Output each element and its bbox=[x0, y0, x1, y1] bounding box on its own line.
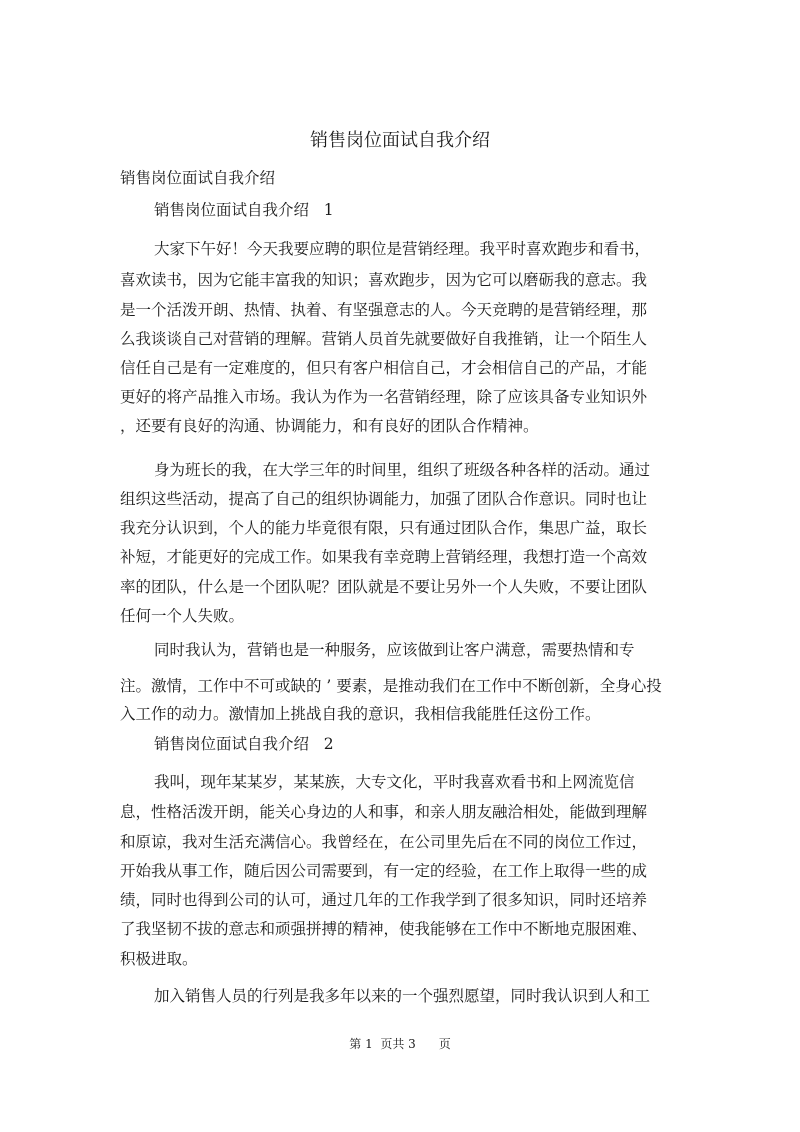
section-heading-2: 销售岗位面试自我介绍 2 bbox=[154, 735, 334, 753]
paragraph-line: 加入销售人员的行列是我多年以来的一个强烈愿望，同时我认识到人和工 bbox=[154, 987, 651, 1005]
paragraph-line: 任何一个人失败。 bbox=[120, 607, 245, 625]
paragraph-line: 和原谅，我对生活充满信心。我曾经在，在公司里先后在不同的岗位工作过， bbox=[120, 833, 648, 851]
paragraph-line: 息，性格活泼开朗，能关心身边的人和事，和亲人朋友融洽相处，能做到理解 bbox=[120, 803, 648, 821]
paragraph-line: 率的团队，什么是一个团队呢？团队就是不要让另外一个人失败，不要让团队 bbox=[120, 578, 648, 596]
paragraph-line: 了我坚韧不拔的意志和顽强拼搏的精神，使我能够在工作中不断地克服困难、 bbox=[120, 920, 648, 938]
paragraph-line: 我充分认识到，个人的能力毕竟很有限，只有通过团队合作，集思广益，取长 bbox=[120, 519, 648, 537]
paragraph-line: 喜欢读书，因为它能丰富我的知识；喜欢跑步，因为它可以磨砺我的意志。我 bbox=[120, 271, 648, 289]
paragraph-line: 身为班长的我，在大学三年的时间里，组织了班级各种各样的活动。通过 bbox=[154, 461, 651, 479]
paragraph-line: 注。激情，工作中不可或缺的 ’ 要素，是推动我们在工作中不断创新，全身心投 bbox=[120, 677, 662, 695]
paragraph-line: 组织这些活动，提高了自己的组织协调能力，加强了团队合作意识。同时也让 bbox=[120, 490, 648, 508]
paragraph-line: 补短，才能更好的完成工作。如果我有幸竞聘上营销经理，我想打造一个高效 bbox=[120, 548, 648, 566]
paragraph-line: 入工作的动力。激情加上挑战自我的意识，我相信我能胜任这份工作。 bbox=[120, 705, 601, 723]
document-subtitle: 销售岗位面试自我介绍 bbox=[120, 169, 276, 187]
document-title: 销售岗位面试自我介绍 bbox=[310, 130, 490, 151]
paragraph-line: 开始我从事工作，随后因公司需要到，有一定的经验，在工作上取得一些的成 bbox=[120, 862, 648, 880]
paragraph-line: 更好的将产品推入市场。我认为作为一名营销经理，除了应该具备专业知识外 bbox=[120, 388, 648, 406]
paragraph-line: ，还要有良好的沟通、协调能力，和有良好的团队合作精神。 bbox=[120, 417, 539, 435]
paragraph-line: 么我谈谈自己对营销的理解。营销人员首先就要做好自我推销，让一个陌生人 bbox=[120, 330, 648, 348]
page-footer: 第 1 页共 3 页 bbox=[349, 1037, 451, 1051]
paragraph-line: 积极进取。 bbox=[120, 950, 198, 968]
section-heading-1: 销售岗位面试自我介绍 1 bbox=[154, 201, 334, 219]
paragraph-line: 是一个活泼开朗、热情、执着、有坚强意志的人。今天竞聘的是营销经理，那 bbox=[120, 301, 648, 319]
paragraph-line: 大家下午好！今天我要应聘的职位是营销经理。我平时喜欢跑步和看书， bbox=[154, 240, 651, 258]
paragraph-line: 我叫，现年某某岁，某某族，大专文化，平时我喜欢看书和上网流览信 bbox=[154, 773, 635, 791]
paragraph-line: 信任自己是有一定难度的，但只有客户相信自己，才会相信自己的产品，才能 bbox=[120, 359, 648, 377]
paragraph-line: 绩，同时也得到公司的认可，通过几年的工作我学到了很多知识，同时还培养 bbox=[120, 891, 648, 909]
paragraph-line: 同时我认为，营销也是一种服务，应该做到让客户满意，需要热情和专 bbox=[154, 641, 635, 659]
